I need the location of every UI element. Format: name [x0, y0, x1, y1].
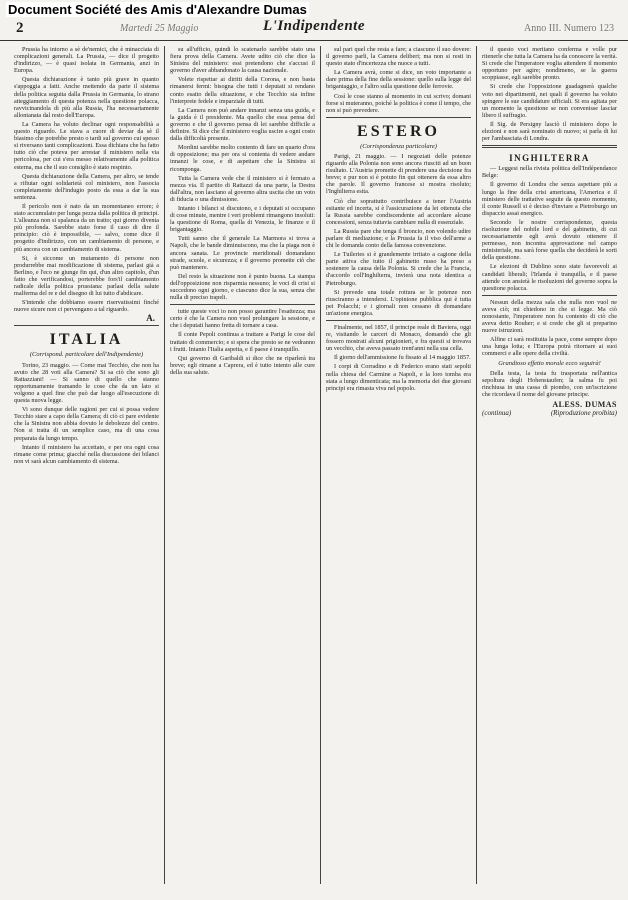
feuilleton-footer [482, 410, 617, 417]
paragraph: Ciò che soprattutto contribuisce a tener l'Austria esitante ed incerta, si è l'assicurazione da lei ottenuta che la Russia sarebbe condiscendente ad accordare alcune concessioni, senza tuttavia cambiare nulla di essenziale. [326, 197, 471, 226]
paragraph: Volete rispettar ai diritti della Corona, e non basta rimanersi fermi: bisogna che tutti i deputati si rendano conto esatto della situazione, e che Tecchio sia infine l'interprete fedele e imparziale di tutti. [170, 76, 315, 105]
divider [170, 304, 315, 305]
paragraph: Torino, 23 maggio. — Come mai Tecchio, che non ha avuto che 28 voti alla Camera? Si sa ciò che sono gli Rattazziani! — Si sanno di quello che stanno opportunamente tramando le cose che da un lato si volgono a quel fine che può dar luogo all'esecuzione di questa nuova legge. [14, 361, 159, 405]
divider [482, 295, 617, 296]
paragraph: Il pericolo non è nato da un momentaneo errore; è stato accumulato per lunga pezza dalla politica di principi. L'alleanza non si spalanca da un tratto; qui giorno diventa più profonda. Sarebbe stato forse il caso di dire il principio: ciò è impossibile, — salvo, come dice il progetto d'indirizzo, con un cambiamento di persone, e più ancora con un cambiamento di sistema. [14, 202, 159, 253]
masthead-left-date: Martedi 25 Maggio [120, 23, 199, 34]
paragraph: Alfine ci sarà restituita la pace, come sempre dopo una lunga lotta; e l'Europa potrà ritornare ai suoi commerci e alle opere della civiltà. [482, 336, 617, 358]
column-rule [320, 46, 321, 884]
divider [326, 117, 471, 118]
paragraph: S'intende che dobbiamo essere riservatissimi finché nuove sicure non ci pervengano a tal riguardo. [14, 299, 159, 314]
correspondent-line: (Corrispond. particolare dell'Indipendente) [29, 351, 144, 359]
divider [14, 325, 159, 326]
author-signature: ALESS. DUMAS [552, 400, 617, 410]
column-3 [326, 46, 471, 884]
paragraph: Tutta la Camera vede che il ministero si è fermato a mezza via. Il partito di Rattazzi da una parte, la Destra dall'altra, non lasciano al governo altra uscita che un voto di fiducia o una dimissione. [170, 174, 315, 203]
paragraph: Parigi, 21 maggio. — I negoziati delle potenze riguardo alla Polonia non sono ancora riusciti ad un buon risultato. L'Austria promette di prendere una decisione fra breve; e pur non si è potuto fin qui ottenere da essa altro che parole. Il governo francese si mostra risoluto; l'Inghilterra esita. [326, 152, 471, 196]
paragraph: Si crede che l'opposizione guadagnerà qualche voto nei dipartimenti, nei quali il governo ha voluto spingere le sue candidature ufficiali. Si era agitata per un momento la questione se non convenisse lasciar libero il suffragio. [482, 83, 617, 119]
paragraph: Tutti sanno che il generale La Marmora si trova a Napoli, che le bande diminuiscono, ma che la piaga non è ancora sanata. Le provincie meridionali domandano strade, scuole, e sicurezza; e il governo promette ciò che può mantenere. [170, 235, 315, 271]
newspaper-title: L'Indipendente [262, 18, 365, 34]
paragraph: Le Tuileries si è grandemente irritato a cagione della parte attiva che tutto il gabinetto russo ha preso a sostenere la causa della Polonia. Si crede che la Francia, d'accordo coll'Inghilterra, invierà una nota identica a Pietroburgo. [326, 251, 471, 287]
paragraph: Mordini sarebbe molto contento di fare un quarto d'ora di opposizione; ma per ora si contenta di vedere andare innanzi le cose, e di aspettare che la Sinistra si ricomponga. [170, 144, 315, 173]
paragraph: il questo voci meritano conferma e volle pur ritenerle che tutta la Camera ha da conoscere la verità. Si crede che l'imperatore voglia attendere il momento opportuno per agire; nondimeno, se la guerra scoppiasse, egli sarebbe pronto. [482, 46, 617, 82]
paragraph: Della testa, la testa fu trasportata nell'antica sepoltura degli Hohenstaufen; la salma fu poi rinchiusa in una cassa di piombo, con un'iscrizione che ricordava il nome del giovane principe. [482, 369, 617, 398]
correspondent-line: (Corrispondenza particolare) [360, 142, 437, 150]
paragraph: Intanto il ministero ha accettato, e per ora ogni cosa rimane come prima; giacché nella discussione dei bilanci non vi sarà alcun cambiamento di sistema. [14, 443, 159, 465]
paragraph: Il Sig. de Persigny lasciò il ministero dopo le elezioni e non sarà nominato di nuovo; si parla di lui per l'ambasciata di Londra. [482, 120, 617, 143]
column-4 [482, 46, 617, 884]
paragraph: su all'ufficio, quindi lo scatenarlo sarebbe stato una fiera prova della Camera. Avete udito ciò che dice la Sinistra del ministero: essi pretendono che s'accusi il governo d'aver abbandonato la causa nazionale. [170, 46, 315, 75]
paragraph: Il giorno dell'ammissione fu fissato al 14 maggio 1857. [334, 354, 471, 362]
paragraph: Prussia ha intorno a sè de'nemici, che è minacciata di complicazioni generali. La Prussia, — dice il progetto d'indirizzo, — è quasi isolata in Germania, anzi in Europa. [14, 46, 159, 75]
page-number: 2 [16, 20, 24, 36]
paragraph: Qui governo di Garibaldi si dice che ne riparlerà tra breve; egli rimane a Caprera, ed è tutto intento alle cure della sua salute. [170, 354, 315, 376]
paragraph: Si, è siccome un mutamento di persone non produrrebbe mai modificazione di sistema, parlasi già a Berlino, e l'eco ne giunge fin qui, d'un altro capitolo, d'un fatto che verificandosi, porterebbe fors'il cambiamento radicale della politica prussiana: parlasi della salute malferma del re e del disegno di lui tutto d'abdicare. [14, 254, 159, 298]
column-rule [164, 46, 165, 884]
masthead [0, 18, 628, 41]
paragraph: Del resto la situazione non è punto buona. La stampa dell'opposizione non risparmia nessuno; le voci di crisi si succedono ogni giorno, e ciascuno dice la sua, senza che nulla di preciso trapeli. [170, 272, 315, 302]
paragraph: Vi sono dunque delle ragioni per cui si possa vedere Tecchio stare a capo della Camera; di ciò ci pare evidente che la Sinistra non abbia dovuto le debolezze del centro. Non si tratta di un semplice caso, ma di una cosa preparata da lungo tempo. [14, 406, 159, 442]
paragraph: I corpi di Corradino e di Federico erano stati sepolti nella chiesa del Carmine a Napoli, e la loro tomba era stata a lungo dimenticata; ma la memoria dei due giovani principi era rimasta viva nel popolo. [326, 363, 471, 392]
paragraph: tutte queste voci io non posso garantire l'esattezza; ma certo è che la Camera non vuol prolungare la sessione, e che i deputati hanno fretta di tornare a casa. [170, 308, 315, 330]
divider [326, 320, 471, 321]
watermark-caption: Document Société des Amis d'Alexandre Dumas [8, 2, 307, 17]
section-heading-inghilterra: INGHILTERRA [509, 153, 590, 164]
paragraph: La Camera ha voluto declinar ogni responsabilità a questo riguardo. Le stava a cuore di deviar da sè il biasimo che potrebbe presto o tardi sul governo cui spesso si riversano tanti complicazioni. Essa dichiara che ha fatto tutto ciò che poteva per arrestar il ministero nella via pericolosa, per cui s'era messo relativamente alla politica esterna, ma che il suo consiglio è stato respinto. [14, 120, 159, 171]
paragraph: Intanto i bilanci si discutono, e i deputati si occupano di cose minute, mentre i veri problemi rimangono insoluti: la questione di Roma, quella di Venezia, le finanze e il brigantaggio. [170, 204, 315, 234]
paragraph: Le elezioni di Dublino sono state favorevoli ai candidati liberali; l'Irlanda è tranquilla, e il paese attende con ansietà le risoluzioni del governo sopra la questione polacca. [482, 263, 617, 292]
paragraph: sul pari quel che resta a fare; a ciascuno il suo dovere: il governo parli, la Camera deliberi; ma non si resti in questo stato d'incertezza che nuoce a tutti. [326, 46, 471, 68]
paragraph: Il governo di Londra che senza aspettare più a lungo la fine della crisi americana, l'America e il ministero delle trattative seguite da questo momento, il conte Russell si è deciso d'inviare a Pietroburgo un dispaccio assai energico. [482, 181, 617, 217]
reproduction-note: (Riproduzione proibita) [550, 409, 617, 418]
article-mark: A. [146, 313, 155, 324]
paragraph: La Russia pare che tenga il broncio, non volendo udire parlare di mediazione; e la Prussia fa il viso dell'arme a chi le domanda conto della famosa convenzione. [326, 227, 471, 250]
column-2 [170, 46, 315, 884]
paragraph: La Camera non può andare innanzi senza una guida, e la guida è il presidente. Ma quello che essa pensa del governo e che il governo pensa di lei sarebbe difficile a definire. Si dice che il ministero voglia uscire a ogni costo dalla difficoltà presente. [170, 106, 315, 143]
paragraph: Nessun della mezza sala che nulla non vuol ne aveva ciò; mi chiedono in che si legge. Ma ciò nonostante, l'imperatore non fu contento di ciò che aveva detto Rouher; e si crede che gli si preparino nuove istruzioni. [482, 298, 617, 335]
continua-note: (continua) [482, 409, 512, 418]
paragraph: — Leggesi nella rivista politica dell'Indépendance Belge: [482, 165, 617, 180]
paragraph: La Camera avrà, come si dice, un voto importante a dare prima della fine della sessione: quello sulla legge del brigantaggio, e l'altro sulla questione delle ferrovie. [326, 69, 471, 91]
column-1 [14, 46, 159, 884]
paragraph: Finalmente, nel 1857, il principe reale di Baviera, oggi re, visitando le carceri di Monaco, domandò che gli fossero mostrati alcuni prigionieri, e fra questi si trovava un vecchio, che aveva passato trent'anni nella sua cella. [326, 324, 471, 353]
paragraph: Questa dichiarazione della Camera, per altro, se tende a rifiutar ogni solidarietà col ministero, non l'associa completamente dell'indugio posto da essa a dar la sua sentenza. [14, 172, 159, 201]
paragraph: Così le cose stanno al momento in cui scrivo; domani forse si muteranno, poiché la politica è come il tempo, che non si può prevedere. [326, 92, 471, 114]
section-heading-italia: ITALIA [49, 331, 124, 349]
section-heading-estero: ESTERO [357, 122, 440, 140]
paragraph: Secondo le nostre corrispondenze, questa risoluzione del nobile lord e del gabinetto, di cui necessariamente egli avrà dovuto ottenere il permesso, non incontra approvazione nel campo ministeriale, ma sarà forse quella che deciderà le sorti della questione. [482, 218, 617, 262]
paragraph: Si prevede una totale rottura se le potenze non riusciranno a intendersi. L'opinione pubblica qui è tutta pei Polacchi; e i giornali non cessano di domandare un'azione energica. [326, 288, 471, 317]
paragraph: Questa dichiarazione è tanto più grave in quanto s'appoggia a fatti. Anche mettendo da parte il sistema della politica seguita dalla Prussia in Germania, lo strano atteggiamento di questa potenza nella questione polacca, ravvicinandola di più alla Russia, l'ha necessariamente allontanata dal resto dell'Europa. [14, 76, 159, 119]
paragraph: Il conte Pepoli continua a trattare a Parigi le cose del trattato di commercio; e si spera che presto se ne vedranno i frutti. Intanto l'Italia aspetta, e il paese è tranquillo. [170, 331, 315, 353]
column-rule [476, 46, 477, 884]
divider [482, 145, 617, 148]
masthead-right-date: Anno III. Numero 123 [524, 23, 614, 34]
feuilleton-heading: Grandioso effetto morale ecco seguirà! [498, 359, 601, 367]
